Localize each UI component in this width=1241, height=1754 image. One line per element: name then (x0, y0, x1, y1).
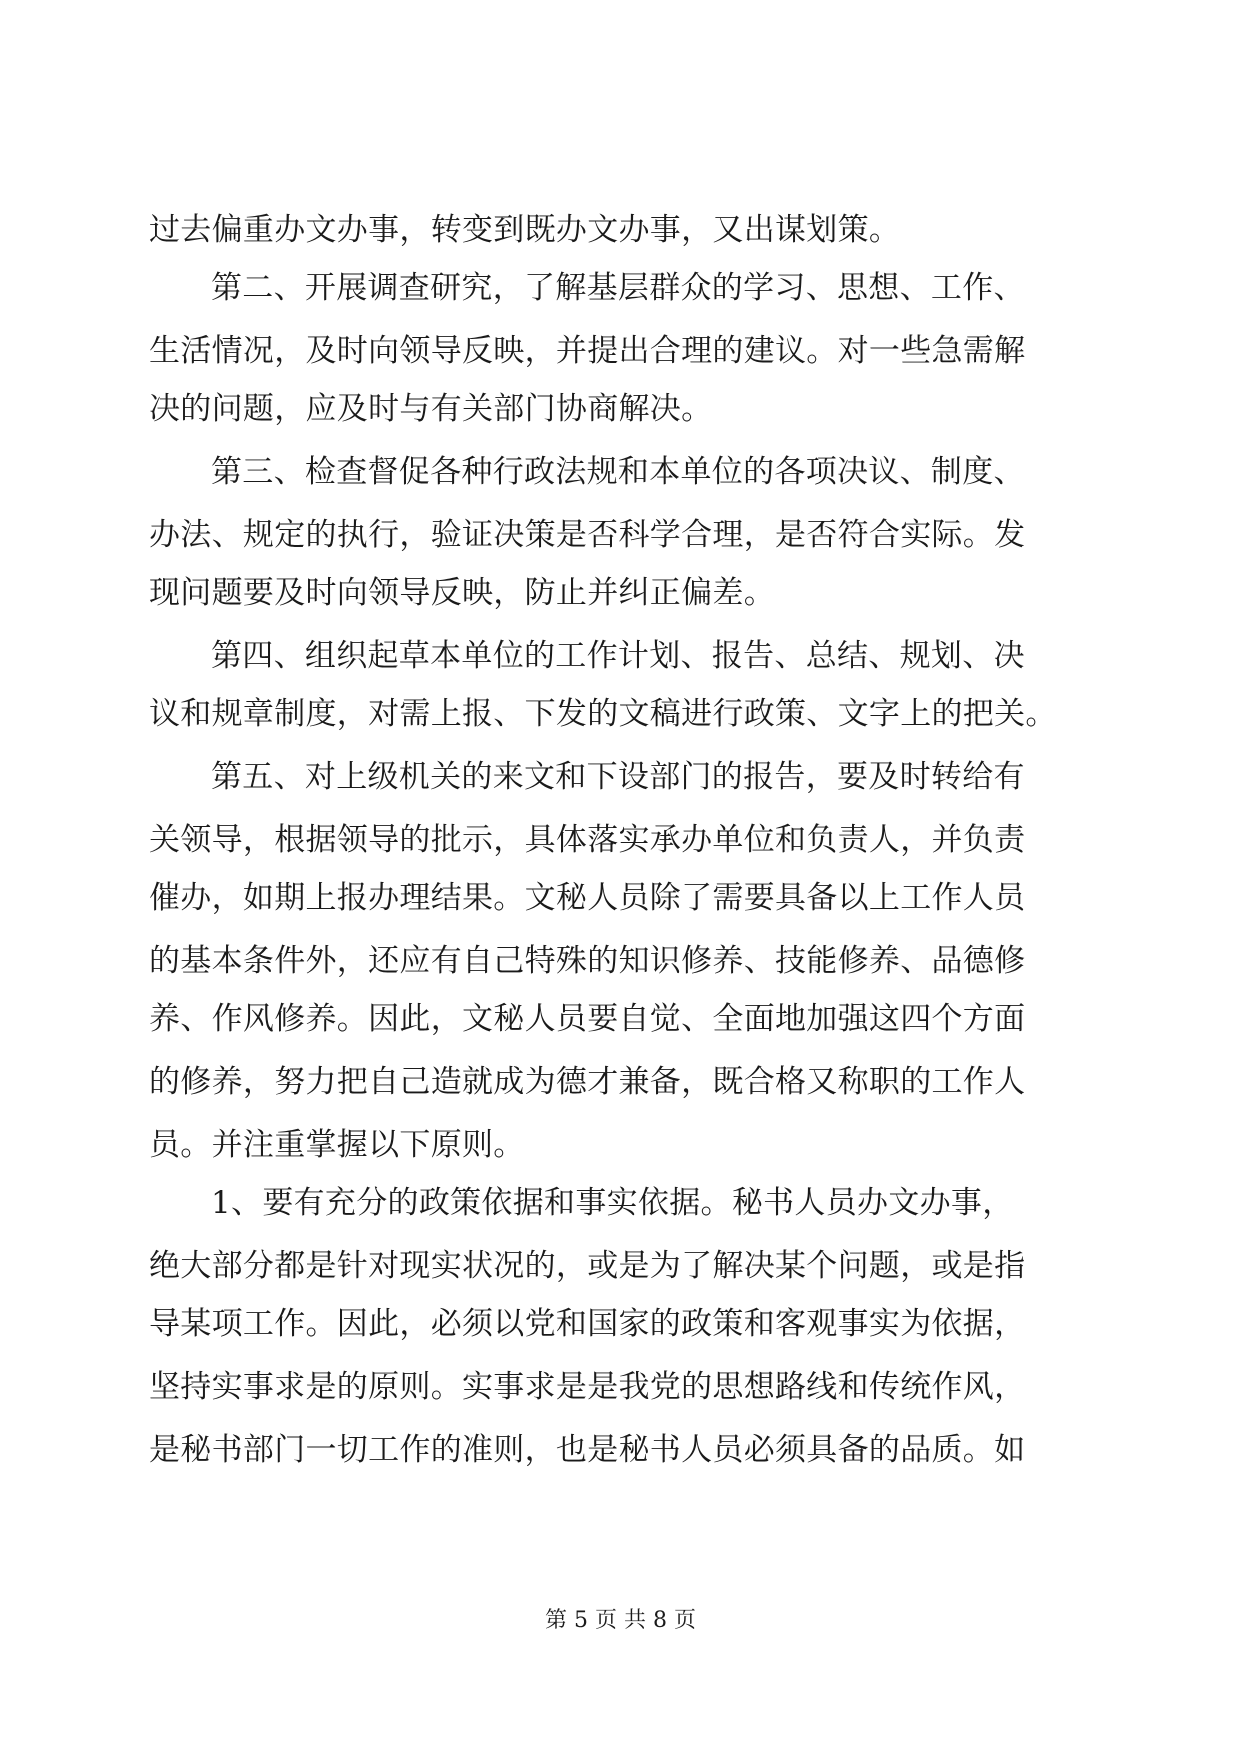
text-line: 第三、检查督促各种行政法规和本单位的各项决议、制度、 (211, 454, 1025, 490)
text-line: 导某项工作。因此，必须以党和国家的政策和客观事实为依据， (149, 1306, 1026, 1342)
text-line: 催办，如期上报办理结果。文秘人员除了需要具备以上工作人员 (149, 880, 1026, 916)
text-line: 第二、开展调查研究，了解基层群众的学习、思想、工作、 (211, 270, 1025, 306)
text-line: 的基本条件外，还应有自己特殊的知识修养、技能修养、品德修 (149, 943, 1026, 979)
text-line: 员。并注重掌握以下原则。 (149, 1127, 525, 1163)
text-line: 议和规章制度，对需上报、下发的文稿进行政策、文字上的把关。 (149, 696, 1057, 732)
text-line: 决的问题，应及时与有关部门协商解决。 (149, 391, 713, 427)
text-line: 第四、组织起草本单位的工作计划、报告、总结、规划、决 (211, 638, 1025, 674)
page-number-footer: 第 5 页 共 8 页 (545, 1608, 696, 1633)
text-line: 过去偏重办文办事，转变到既办文办事，又出谋划策。 (149, 212, 901, 248)
text-line: 生活情况，及时向领导反映，并提出合理的建议。对一些急需解 (149, 333, 1026, 369)
text-line: 绝大部分都是针对现实状况的，或是为了解决某个问题，或是指 (149, 1248, 1026, 1284)
text-line: 第五、对上级机关的来文和下设部门的报告，要及时转给有 (211, 759, 1025, 795)
text-line: 是秘书部门一切工作的准则，也是秘书人员必须具备的品质。如 (149, 1432, 1026, 1468)
text-line: 关领导，根据领导的批示，具体落实承办单位和负责人，并负责 (149, 822, 1026, 858)
text-line: 1、要有充分的政策依据和事实依据。秘书人员办文办事， (211, 1185, 1014, 1221)
text-line: 现问题要及时向领导反映，防止并纠正偏差。 (149, 575, 775, 611)
text-line: 养、作风修养。因此，文秘人员要自觉、全面地加强这四个方面 (149, 1001, 1026, 1037)
text-line: 办法、规定的执行，验证决策是否科学合理，是否符合实际。发 (149, 517, 1026, 553)
text-line: 坚持实事求是的原则。实事求是是我党的思想路线和传统作风， (149, 1369, 1026, 1405)
text-line: 的修养，努力把自己造就成为德才兼备，既合格又称职的工作人 (149, 1064, 1026, 1100)
